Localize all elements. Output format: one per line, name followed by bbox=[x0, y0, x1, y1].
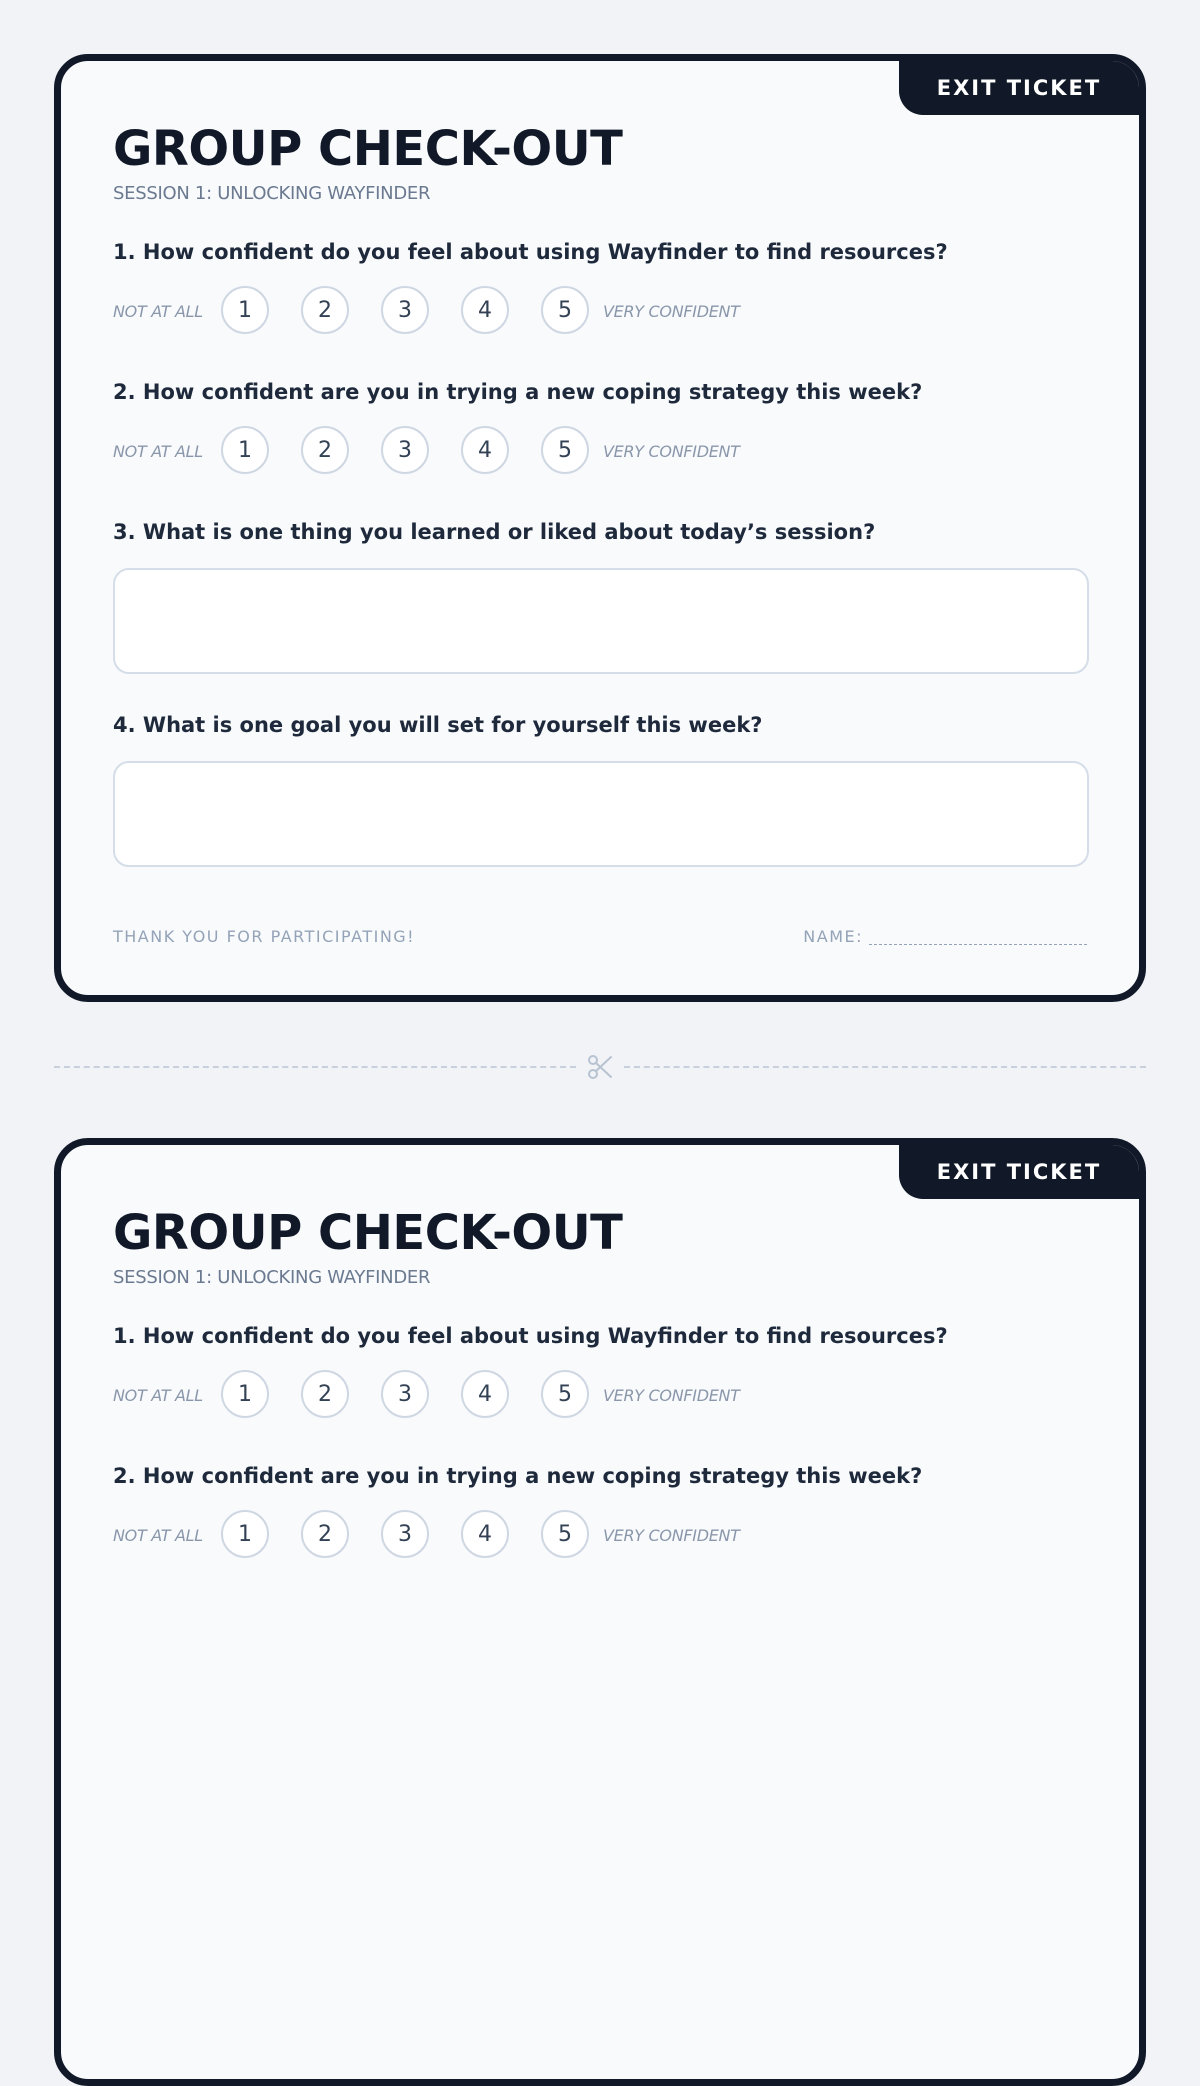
question-2: 2. How confident are you in trying a new coping strategy this week? bbox=[113, 380, 923, 404]
rating-option-5[interactable]: 5 bbox=[541, 1370, 589, 1418]
question-4: 4. What is one goal you will set for yourself this week? bbox=[113, 713, 763, 737]
rating-option-2[interactable]: 2 bbox=[301, 1510, 349, 1558]
scale-low-label: NOT AT ALL bbox=[113, 1386, 203, 1405]
scissors-icon bbox=[586, 1053, 614, 1081]
rating-option-3[interactable]: 3 bbox=[381, 426, 429, 474]
cut-line-left bbox=[54, 1066, 576, 1068]
scale-high-label: VERY CONFIDENT bbox=[603, 1526, 740, 1545]
ticket-title: GROUP CHECK-OUT bbox=[113, 121, 623, 177]
scale-low-label: NOT AT ALL bbox=[113, 302, 203, 321]
exit-ticket-card bbox=[54, 1138, 1146, 2086]
rating-option-5[interactable]: 5 bbox=[541, 1510, 589, 1558]
ticket-subtitle: SESSION 1: UNLOCKING WAYFINDER bbox=[113, 183, 431, 204]
question-1: 1. How confident do you feel about using Wayfinder to find resources? bbox=[113, 240, 948, 264]
rating-option-5[interactable]: 5 bbox=[541, 286, 589, 334]
rating-option-4[interactable]: 4 bbox=[461, 1370, 509, 1418]
cut-line-right bbox=[624, 1066, 1146, 1068]
rating-option-2[interactable]: 2 bbox=[301, 1370, 349, 1418]
answer-box-q3[interactable] bbox=[113, 568, 1089, 674]
rating-scale-q1 bbox=[113, 1369, 813, 1423]
rating-option-3[interactable]: 3 bbox=[381, 1370, 429, 1418]
exit-ticket-card bbox=[54, 54, 1146, 1002]
cut-line bbox=[54, 1052, 1146, 1082]
rating-option-1[interactable]: 1 bbox=[221, 286, 269, 334]
rating-option-4[interactable]: 4 bbox=[461, 1510, 509, 1558]
rating-scale-q2 bbox=[113, 1509, 813, 1563]
name-label: NAME: bbox=[803, 927, 863, 946]
rating-option-4[interactable]: 4 bbox=[461, 286, 509, 334]
rating-option-3[interactable]: 3 bbox=[381, 286, 429, 334]
rating-scale-q2 bbox=[113, 425, 813, 479]
name-line bbox=[869, 944, 1087, 945]
rating-option-2[interactable]: 2 bbox=[301, 426, 349, 474]
name-field[interactable] bbox=[803, 927, 1087, 946]
question-2: 2. How confident are you in trying a new coping strategy this week? bbox=[113, 1464, 923, 1488]
rating-option-1[interactable]: 1 bbox=[221, 1370, 269, 1418]
thank-you-note: THANK YOU FOR PARTICIPATING! bbox=[113, 927, 416, 946]
rating-option-5[interactable]: 5 bbox=[541, 426, 589, 474]
scale-high-label: VERY CONFIDENT bbox=[603, 302, 740, 321]
rating-option-1[interactable]: 1 bbox=[221, 1510, 269, 1558]
rating-option-2[interactable]: 2 bbox=[301, 286, 349, 334]
rating-scale-q1 bbox=[113, 285, 813, 339]
answer-box-q4[interactable] bbox=[113, 761, 1089, 867]
ticket-title: GROUP CHECK-OUT bbox=[113, 1205, 623, 1261]
rating-option-1[interactable]: 1 bbox=[221, 426, 269, 474]
exit-ticket-tag: EXIT TICKET bbox=[899, 61, 1139, 115]
scale-low-label: NOT AT ALL bbox=[113, 1526, 203, 1545]
scale-high-label: VERY CONFIDENT bbox=[603, 442, 740, 461]
question-3: 3. What is one thing you learned or liked about today’s session? bbox=[113, 520, 876, 544]
question-1: 1. How confident do you feel about using Wayfinder to find resources? bbox=[113, 1324, 948, 1348]
scale-low-label: NOT AT ALL bbox=[113, 442, 203, 461]
exit-ticket-tag: EXIT TICKET bbox=[899, 1145, 1139, 1199]
rating-option-3[interactable]: 3 bbox=[381, 1510, 429, 1558]
rating-option-4[interactable]: 4 bbox=[461, 426, 509, 474]
ticket-subtitle: SESSION 1: UNLOCKING WAYFINDER bbox=[113, 1267, 431, 1288]
scale-high-label: VERY CONFIDENT bbox=[603, 1386, 740, 1405]
